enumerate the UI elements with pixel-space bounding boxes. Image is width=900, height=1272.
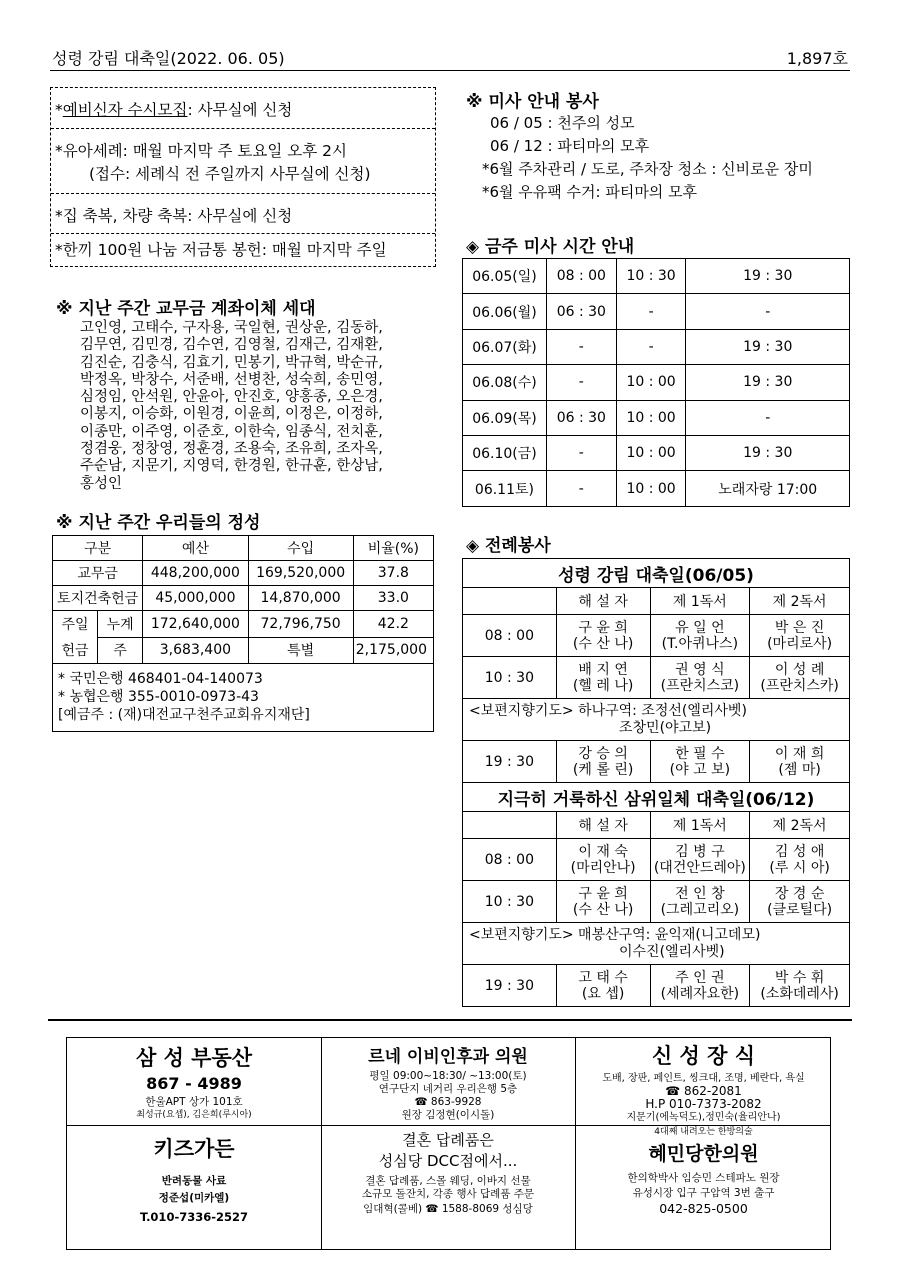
table-row: 08 : 00 구 윤 희 (수 산 나) 유 일 언 (T.아퀴나스) 박 은 진 (마리로사) xyxy=(463,615,850,657)
table-row: 주일 헌금 누계 주 172,640,000 72,796,750 42.2 xyxy=(53,611,434,638)
header-divider xyxy=(50,70,850,71)
prayer-row: <보편지향기도> 매봉산구역: 윤익재(니고데모) 이수진(엘리사벳) xyxy=(463,923,850,965)
list-item: 이종만, 이주영, 이준호, 이한숙, 임종식, 전치훈, xyxy=(80,423,383,440)
table-row: 10 : 30 구 윤 희 (수 산 나) 전 인 창 (그레고리오) 장 경 순 (클로틸다) xyxy=(463,881,850,923)
feast-title-row: 성령 강림 대축일(06/05) xyxy=(463,559,850,588)
table-row: 해 설 자 제 1독서 제 2독서 xyxy=(463,588,850,615)
issue-number: 1,897호 xyxy=(786,49,848,68)
liturgy-table xyxy=(462,558,850,1007)
list-item: 정겸웅, 정창영, 정훈경, 조용숙, 조유희, 조자옥, xyxy=(80,441,383,458)
list-item: 홍성인 xyxy=(80,475,123,492)
ad-hyemin-oriental-clinic: 4대째 내려오는 한방의술 혜민당한의원 한의학박사 임승민 스테파노 원장 유성시장 입구 구암역 3번 출구 042-825-0500 xyxy=(627,1127,780,1216)
ads-box xyxy=(66,1037,831,1250)
feast-title-row: 지극히 거룩하신 삼위일체 대축일(06/12) xyxy=(463,783,850,812)
notice-catechumen: *예비신자 수시모집: 사무실에 신청 xyxy=(55,101,293,119)
notice-blessing: *집 축복, 차량 축복: 사무실에 신청 xyxy=(55,207,293,225)
table-row: 교무금 448,200,000 169,520,000 37.8 xyxy=(53,561,434,586)
table-row: 08 : 00 이 재 숙 (마리안나) 김 병 구 (대건안드레아) 김 성 애 (루 시 아) xyxy=(463,839,850,881)
list-item: 주순남, 지문기, 지영덕, 한경원, 한규훈, 한상남, xyxy=(80,458,383,475)
prayer-row: <보편지향기도> 하나구역: 조정선(엘리사벳) 조창민(야고보) xyxy=(463,699,850,741)
notice-savings: *한끼 100원 나눔 저금통 봉헌: 매월 마지막 주일 xyxy=(55,241,387,259)
transfer-names xyxy=(80,320,430,493)
table-row: 06.08(수) - 10 : 00 19 : 30 xyxy=(463,365,850,400)
giving-table xyxy=(52,535,434,664)
mass-times-title: ◈ 금주 미사 시간 안내 xyxy=(466,237,635,257)
ad-samsung-realty: 삼 성 부동산 867 - 4989 한울APT 상가 101호 최성규(요셉), 김은희(루시아) xyxy=(135,1046,253,1120)
ad-renne-ent-clinic: 르네 이비인후과 의원 평일 09:00~18:30/ ~13:00(토) 연구단지 네거리 우리은행 5층 ☎ 863-9928 원장 김정현(이시돌) xyxy=(368,1047,528,1121)
ad-kids-garden: 키즈가든 반려동물 사료 정준섭(미카엘) T.010-7336-2527 xyxy=(139,1137,249,1224)
table-row: 06.10(금) - 10 : 00 19 : 30 xyxy=(463,435,850,470)
table-row: 06.11토) - 10 : 00 노래자랑 17:00 xyxy=(463,471,850,506)
bank-accounts: * 국민은행 468401-04-140073 * 농협은행 355-0010-0973-43 [예금주 : (재)대전교구천주교회유지재단] xyxy=(58,671,310,723)
list-item: 심정임, 안석원, 안윤아, 안진호, 양홍종, 오은경, xyxy=(80,389,383,406)
table-row: 해 설 자 제 1독서 제 2독서 xyxy=(463,812,850,839)
table-row: 19 : 30 강 승 의 (케 롤 린) 한 필 수 (야 고 보) 이 재 희 (젬 마) xyxy=(463,741,850,783)
mass-times-table xyxy=(462,258,850,507)
table-row: 06.07(화) - - 19 : 30 xyxy=(463,329,850,364)
mass-service-title: ※ 미사 안내 봉사 xyxy=(466,92,599,112)
notice-infant-baptism-note: (접수: 세례식 전 주일까지 사무실에 신청) xyxy=(89,165,371,183)
list-item: 이봉지, 이승화, 이원경, 이윤희, 이정은, 이정하, xyxy=(80,406,383,423)
mass-service-list: 06 / 05 : 천주의 성모 06 / 12 : 파티마의 모후 *6월 주차관리 / 도로, 주차장 청소 : 신비로운 장미 *6월 우유팩 수거: 파티마의 모후 xyxy=(482,114,813,201)
table-row: 10 : 30 배 지 연 (헬 레 나) 권 영 식 (프란치스코) 이 성 례 (프란치스카) xyxy=(463,657,850,699)
ad-sungsimdang-dcc: 결혼 답례품은 성심당 DCC점에서... 결혼 답례품, 스몰 웨딩, 이바지 선물 소규모 돌잔치, 각종 행사 답례품 주문 임대혁(콜베) ☎ 1588-8069 성심당 xyxy=(361,1131,535,1215)
list-item: 고인영, 고태수, 구자용, 국일현, 권상운, 김동하, xyxy=(80,320,383,336)
notice-box xyxy=(50,87,436,267)
footer-divider xyxy=(48,1019,852,1021)
giving-title: ※ 지난 주간 우리들의 정성 xyxy=(56,513,261,533)
transfer-title: ※ 지난 주간 교무금 계좌이체 세대 xyxy=(56,299,316,319)
list-item: 김진순, 김충식, 김효기, 민봉기, 박규혁, 박순규, xyxy=(80,354,383,371)
ad-sinsung-interior: 신 성 장 식 도배, 장판, 페인트, 씽크대, 조명, 베란다, 욕실 ☎ 862-2081 H.P 010-7373-2082 지문기(에녹덕도),정민숙(율리안나) xyxy=(602,1044,805,1123)
list-item: 김무연, 김민경, 김수연, 김영철, 김재근, 김재환, xyxy=(80,337,383,354)
list-item: 박정옥, 박창수, 서준배, 선병찬, 성숙희, 송민영, xyxy=(80,371,383,388)
table-row: 06.06(월) 06 : 30 - - xyxy=(463,294,850,329)
table-row: 06.05(일) 08 : 00 10 : 30 19 : 30 xyxy=(463,259,850,294)
liturgy-title: ◈ 전례봉사 xyxy=(466,536,551,556)
table-row: 19 : 30 고 태 수 (요 셉) 주 인 권 (세례자요한) 박 수 휘 (소화데레사) xyxy=(463,965,850,1007)
table-row: 3,683,400 특별 2,175,000 xyxy=(53,637,434,664)
table-row: 토지건축헌금 45,000,000 14,870,000 33.0 xyxy=(53,586,434,611)
table-row: 구분 예산 수입 비율(%) xyxy=(53,536,434,561)
table-row: 06.09(목) 06 : 30 10 : 00 - xyxy=(463,400,850,435)
notice-infant-baptism: *유아세례: 매월 마지막 주 토요일 오후 2시 xyxy=(55,142,347,160)
bulletin-title: 성령 강림 대축일(2022. 06. 05) xyxy=(52,49,285,68)
